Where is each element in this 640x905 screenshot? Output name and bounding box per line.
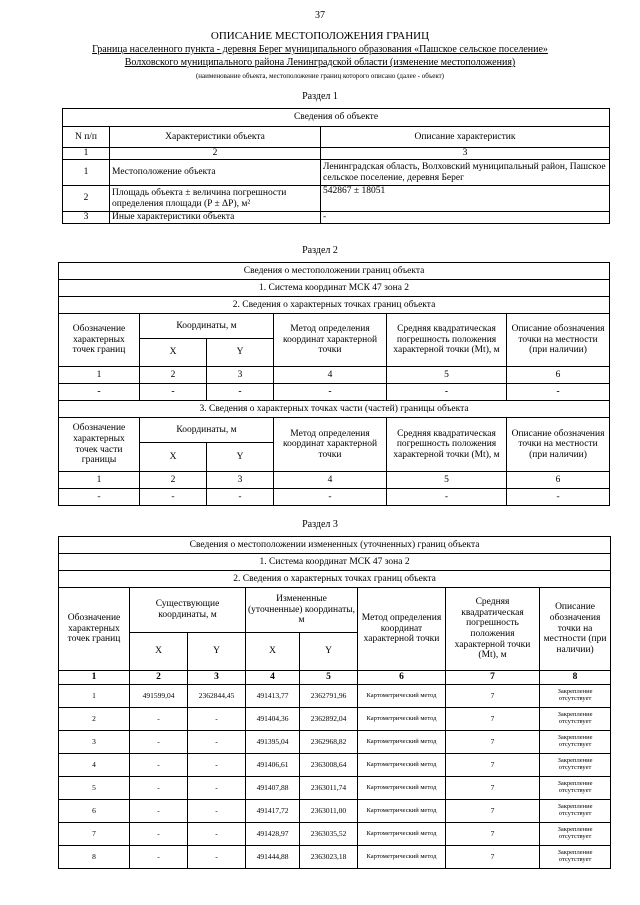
header-part-point-designation: Обозначение характерных точек части границы: [59, 418, 140, 472]
empty-cell: -: [140, 384, 207, 401]
empty-cell: -: [274, 384, 387, 401]
object-name-line1: Граница населенного пункта - деревня Берег муниципального образования «Пашское сельское поселение»: [92, 44, 548, 55]
method: Картометрический метод: [358, 754, 446, 777]
empty-cell: -: [140, 489, 207, 506]
header-characteristics: Характеристики объекта: [110, 127, 321, 148]
changed-y: 2363035,52: [300, 823, 358, 846]
method: Картометрический метод: [358, 685, 446, 708]
existing-y: -: [188, 846, 246, 869]
empty-cell: -: [207, 384, 274, 401]
accuracy: 7: [446, 685, 540, 708]
header-method: Метод определения координат характерной точки: [274, 314, 387, 367]
point-description: Закрепление отсутствует: [540, 754, 611, 777]
method: Картометрический метод: [358, 800, 446, 823]
point-id: 3: [59, 731, 130, 754]
boundary-location-table: [58, 262, 610, 506]
empty-cell: -: [59, 489, 140, 506]
changed-x: 491404,36: [246, 708, 300, 731]
header-method: Метод определения координат характерной точки: [274, 418, 387, 472]
point-id: 5: [59, 777, 130, 800]
header-point-designation: Обозначение характерных точек границ: [59, 314, 140, 367]
header-x: X: [140, 339, 207, 367]
col-number: 3: [207, 367, 274, 384]
existing-x: -: [130, 777, 188, 800]
point-id: 1: [59, 685, 130, 708]
header-n: N п/п: [63, 127, 110, 148]
accuracy: 7: [446, 754, 540, 777]
coordinate-system: 1. Система координат МСК 47 зона 2: [59, 280, 610, 297]
point-description: Закрепление отсутствует: [540, 685, 611, 708]
empty-cell: -: [387, 489, 507, 506]
col-number: 3: [321, 148, 610, 160]
table-row: [59, 384, 610, 401]
point-description: Закрепление отсутствует: [540, 777, 611, 800]
header-coordinates: Координаты, м: [140, 314, 274, 339]
col-number: 2: [140, 472, 207, 489]
changed-y: 2362892,04: [300, 708, 358, 731]
col-number: 6: [507, 472, 610, 489]
point-id: 6: [59, 800, 130, 823]
header-changed-coordinates: Измененные (уточненные) координаты, м: [246, 588, 358, 633]
existing-x: -: [130, 731, 188, 754]
col-number: 8: [540, 671, 611, 685]
header-y: Y: [207, 339, 274, 367]
existing-y: -: [188, 708, 246, 731]
col-number: 6: [358, 671, 446, 685]
table-row: [63, 186, 610, 212]
section2-label: Раздел 2: [302, 245, 338, 256]
header-y: Y: [207, 443, 274, 472]
accuracy: 7: [446, 800, 540, 823]
point-id: 4: [59, 754, 130, 777]
row-characteristic: Площадь объекта ± величина погрешности определения площади (P ± ΔP), м²: [110, 186, 321, 212]
changed-y: 2362968,82: [300, 731, 358, 754]
changed-table-title: Сведения о местоположении измененных (уточненных) границ объекта: [59, 537, 611, 554]
header-x: X: [140, 443, 207, 472]
existing-y: -: [188, 754, 246, 777]
method: Картометрический метод: [358, 708, 446, 731]
col-number: 2: [130, 671, 188, 685]
table-row: [63, 160, 610, 186]
point-description: Закрепление отсутствует: [540, 846, 611, 869]
col-number: 3: [188, 671, 246, 685]
col-number: 1: [59, 671, 130, 685]
header-x: X: [246, 633, 300, 671]
header-x: X: [130, 633, 188, 671]
existing-x: -: [130, 754, 188, 777]
header-description: Описание характеристик: [321, 127, 610, 148]
point-description: Закрепление отсутствует: [540, 800, 611, 823]
header-accuracy: Средняя квадратическая погрешность положения характерной точки (Mt), м: [387, 314, 507, 367]
header-method: Метод определения координат характерной точки: [358, 588, 446, 671]
empty-cell: -: [274, 489, 387, 506]
table-row: [59, 731, 611, 754]
col-number: 7: [446, 671, 540, 685]
point-id: 7: [59, 823, 130, 846]
header-accuracy: Средняя квадратическая погрешность положения характерной точки (Mt), м: [446, 588, 540, 671]
col-number: 1: [63, 148, 110, 160]
boundary-points-title: 2. Сведения о характерных точках границ объекта: [59, 297, 610, 314]
col-number: 2: [110, 148, 321, 160]
row-characteristic: Иные характеристики объекта: [110, 212, 321, 224]
empty-cell: -: [387, 384, 507, 401]
accuracy: 7: [446, 731, 540, 754]
col-number: 1: [59, 472, 140, 489]
point-description: Закрепление отсутствует: [540, 731, 611, 754]
object-name-line2: Волховского муниципального района Ленинградской области (изменение местоположения): [124, 57, 516, 68]
row-number: 1: [63, 160, 110, 186]
header-point-description: Описание обозначения точки на местности (при наличии): [507, 314, 610, 367]
document-title: ОПИСАНИЕ МЕСТОПОЛОЖЕНИЯ ГРАНИЦ: [210, 30, 430, 42]
header-y: Y: [188, 633, 246, 671]
col-number: 6: [507, 367, 610, 384]
row-number: 3: [63, 212, 110, 224]
changed-y: 2363023,18: [300, 846, 358, 869]
row-number: 2: [63, 186, 110, 212]
header-point-designation: Обозначение характерных точек границ: [59, 588, 130, 671]
changed-x: 491406,61: [246, 754, 300, 777]
object-info-title: Сведения об объекте: [63, 109, 610, 127]
header-accuracy: Средняя квадратическая погрешность положения характерной точки (Mt), м: [387, 418, 507, 472]
coordinate-system: 1. Система координат МСК 47 зона 2: [59, 554, 611, 571]
existing-y: -: [188, 823, 246, 846]
existing-y: 2362844,45: [188, 685, 246, 708]
empty-cell: -: [59, 384, 140, 401]
changed-y: 2362791,96: [300, 685, 358, 708]
accuracy: 7: [446, 846, 540, 869]
method: Картометрический метод: [358, 731, 446, 754]
changed-boundary-table: [58, 536, 611, 869]
object-name-note: (наименование объекта, местоположение границ которого описано (далее - объект): [195, 72, 445, 80]
changed-x: 491413,77: [246, 685, 300, 708]
header-y: Y: [300, 633, 358, 671]
row-value: -: [321, 212, 610, 224]
existing-y: -: [188, 731, 246, 754]
point-id: 2: [59, 708, 130, 731]
section3-label: Раздел 3: [302, 519, 338, 530]
col-number: 5: [387, 367, 507, 384]
col-number: 5: [387, 472, 507, 489]
section1-label: Раздел 1: [302, 91, 338, 102]
col-number: 2: [140, 367, 207, 384]
col-number: 5: [300, 671, 358, 685]
method: Картометрический метод: [358, 846, 446, 869]
part-points-title: 3. Сведения о характерных точках части (частей) границы объекта: [59, 401, 610, 418]
changed-x: 491395,04: [246, 731, 300, 754]
row-characteristic: Местоположение объекта: [110, 160, 321, 186]
table-row: [63, 212, 610, 224]
existing-x: -: [130, 708, 188, 731]
table-row: [59, 754, 611, 777]
table-row: [59, 846, 611, 869]
existing-x: -: [130, 800, 188, 823]
header-coordinates: Координаты, м: [140, 418, 274, 443]
table-row: [59, 777, 611, 800]
point-description: Закрепление отсутствует: [540, 823, 611, 846]
accuracy: 7: [446, 708, 540, 731]
header-point-description: Описание обозначения точки на местности (при наличии): [540, 588, 611, 671]
point-id: 8: [59, 846, 130, 869]
col-number: 4: [246, 671, 300, 685]
table-row: [59, 685, 611, 708]
changed-y: 2363011,00: [300, 800, 358, 823]
existing-y: -: [188, 800, 246, 823]
empty-cell: -: [207, 489, 274, 506]
accuracy: 7: [446, 777, 540, 800]
changed-y: 2363011,74: [300, 777, 358, 800]
row-value: Ленинградская область, Волховский муниципальный район, Пашское сельское поселение, деревня Берег: [321, 160, 610, 186]
changed-x: 491407,88: [246, 777, 300, 800]
table-row: [59, 489, 610, 506]
accuracy: 7: [446, 823, 540, 846]
existing-x: -: [130, 846, 188, 869]
changed-x: 491428,97: [246, 823, 300, 846]
header-existing-coordinates: Существующие координаты, м: [130, 588, 246, 633]
col-number: 1: [59, 367, 140, 384]
changed-y: 2363008,64: [300, 754, 358, 777]
col-number: 4: [274, 367, 387, 384]
page-number: 37: [315, 10, 325, 21]
table-row: [59, 800, 611, 823]
col-number: 3: [207, 472, 274, 489]
table-row: [59, 823, 611, 846]
changed-x: 491417,72: [246, 800, 300, 823]
row-value: 542867 ± 18051: [321, 186, 610, 212]
boundary-table-title: Сведения о местоположении границ объекта: [59, 263, 610, 280]
point-description: Закрепление отсутствует: [540, 708, 611, 731]
boundary-points-title: 2. Сведения о характерных точках границ объекта: [59, 571, 611, 588]
col-number: 4: [274, 472, 387, 489]
empty-cell: -: [507, 384, 610, 401]
method: Картометрический метод: [358, 777, 446, 800]
table-row: [59, 708, 611, 731]
existing-x: 491599,04: [130, 685, 188, 708]
method: Картометрический метод: [358, 823, 446, 846]
existing-y: -: [188, 777, 246, 800]
changed-x: 491444,88: [246, 846, 300, 869]
empty-cell: -: [507, 489, 610, 506]
existing-x: -: [130, 823, 188, 846]
header-point-description: Описание обозначения точки на местности (при наличии): [507, 418, 610, 472]
object-info-table: [62, 108, 610, 224]
